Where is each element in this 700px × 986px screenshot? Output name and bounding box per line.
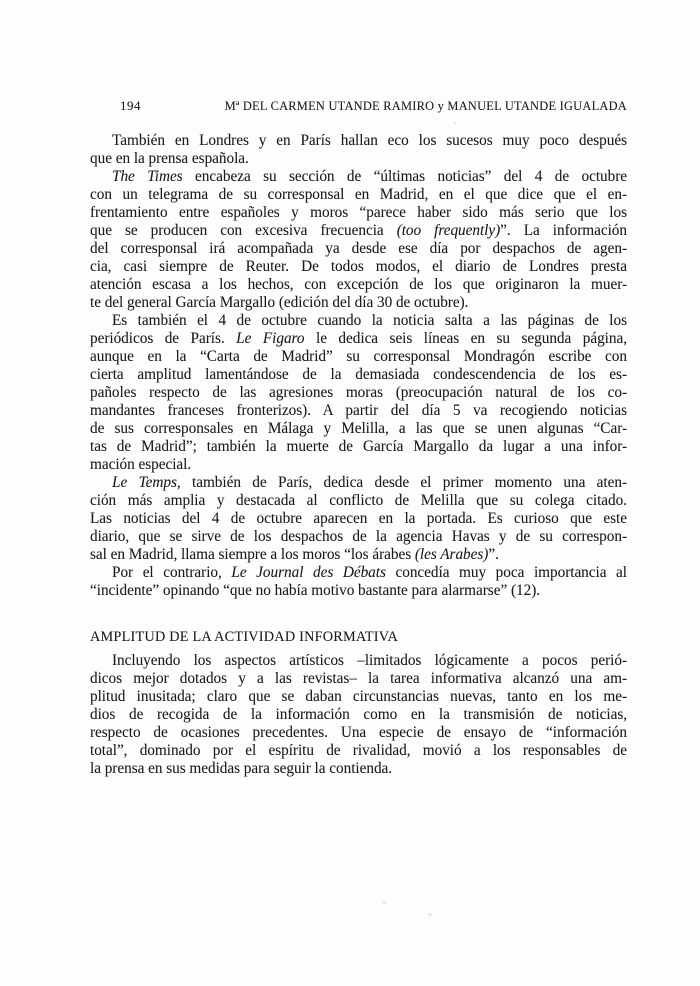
text-segment: Incluyendo los aspectos artísticos –limitados lógicamente a pocos perió- xyxy=(112,652,627,669)
text-line xyxy=(90,168,627,186)
text-line xyxy=(90,150,627,168)
text-line xyxy=(90,438,627,456)
italic-text-segment: The Times xyxy=(112,168,183,185)
text-line xyxy=(90,204,627,222)
text-segment: que se producen con excesiva frecuencia xyxy=(90,222,397,239)
text-line xyxy=(90,348,627,366)
text-segment: te del general García Margallo (edición del día 30 de octubre). xyxy=(90,294,469,311)
text-segment: También en Londres y en París hallan eco los sucesos muy poco después xyxy=(112,132,627,149)
page-number: 194 xyxy=(120,98,141,113)
text-segment: cierta amplitud lamentándose de la demasiada condescendencia de los es- xyxy=(90,366,627,383)
italic-text-segment: (too frequently) xyxy=(396,222,501,239)
paragraph xyxy=(90,474,627,564)
text-line xyxy=(90,760,627,778)
text-line xyxy=(90,492,627,510)
italic-text-segment: Le Journal des Débats xyxy=(231,564,386,581)
text-segment: Las noticias del 4 de octubre aparecen en la portada. Es curioso que este xyxy=(90,510,627,527)
scan-speck xyxy=(383,901,386,904)
text-line xyxy=(90,132,627,150)
text-segment: frentamiento entre españoles y moros “parece haber sido más serio que los xyxy=(90,204,627,221)
text-line xyxy=(90,258,627,276)
section-heading: AMPLITUD DE LA ACTIVIDAD INFORMATIVA xyxy=(90,629,398,645)
text-segment: le dedica seis líneas en su segunda página, xyxy=(304,330,627,347)
text-line xyxy=(90,330,627,348)
paragraph xyxy=(90,652,627,778)
scan-speck xyxy=(454,122,456,124)
text-line xyxy=(90,240,627,258)
text-segment: concedía muy poca importancia al xyxy=(385,564,627,581)
paragraph xyxy=(90,564,627,600)
paragraphs-before-heading xyxy=(90,132,627,600)
text-line xyxy=(90,222,627,240)
text-line xyxy=(90,294,627,312)
text-segment: dicos mejor dotados y a las revistas– la tarea informativa alcanzó una am- xyxy=(90,670,627,687)
italic-text-segment: Le Temps, xyxy=(112,474,181,491)
italic-text-segment: (les Arabes) xyxy=(414,546,489,563)
paragraphs-after-heading xyxy=(90,652,627,778)
text-segment: que en la prensa española. xyxy=(90,150,249,167)
text-segment: sal en Madrid, llama siempre a los moros “los árabes xyxy=(90,546,415,563)
text-segment: también de París, dedica desde el primer momento una aten- xyxy=(180,474,627,491)
text-segment: “incidente” opinando “que no había motivo bastante para alarmarse” (12). xyxy=(90,582,541,599)
text-line xyxy=(90,742,627,760)
text-segment: del corresponsal irá acompañada ya desde ese día por despachos de agen- xyxy=(90,240,627,257)
text-segment: periódicos de París. xyxy=(90,330,237,347)
text-segment: la prensa en sus medidas para seguir la contienda. xyxy=(90,760,393,777)
paragraph xyxy=(90,168,627,312)
text-line xyxy=(90,564,627,582)
text-segment: con un telegrama de su corresponsal en Madrid, en el que dice que el en- xyxy=(90,186,627,203)
text-segment: encabeza su sección de “últimas noticias” del 4 de octubre xyxy=(182,168,627,185)
text-line xyxy=(90,402,627,420)
page-body xyxy=(90,132,627,778)
text-line xyxy=(90,688,627,706)
text-line xyxy=(90,546,627,564)
paragraph xyxy=(90,312,627,474)
text-segment: respecto de ocasiones precedentes. Una especie de ensayo de “información xyxy=(90,724,627,741)
text-line xyxy=(90,724,627,742)
scan-speck xyxy=(428,913,432,916)
text-segment: ción más amplia y destacada al conflicto de Melilla que su colega citado. xyxy=(90,492,627,509)
text-line xyxy=(90,276,627,294)
text-line xyxy=(90,510,627,528)
text-segment: total”, dominado por el espíritu de rivalidad, movió a los responsables de xyxy=(90,742,627,759)
text-segment: mandantes franceses fronterizos). A partir del día 5 va recogiendo noticias xyxy=(90,402,627,419)
text-line xyxy=(90,312,627,330)
text-line xyxy=(90,670,627,688)
text-segment: aunque en la “Carta de Madrid” su corresponsal Mondragón escribe con xyxy=(90,348,627,365)
text-line xyxy=(90,652,627,670)
text-segment: pañoles respecto de las agresiones moras (preocupación natural de los co- xyxy=(90,384,627,401)
text-segment: de sus corresponsales en Málaga y Melilla, a las que se unen algunas “Car- xyxy=(90,420,627,437)
text-line xyxy=(90,186,627,204)
text-line xyxy=(90,420,627,438)
text-segment: Por el contrario, xyxy=(112,564,232,581)
text-segment: Es también el 4 de octubre cuando la noticia salta a las páginas de los xyxy=(112,312,627,329)
text-segment: ”. xyxy=(488,546,499,563)
text-line xyxy=(90,528,627,546)
text-segment: atención escasa a los hechos, con excepción de los que originaron la muer- xyxy=(90,276,627,293)
text-line xyxy=(90,456,627,474)
text-line xyxy=(90,384,627,402)
text-segment: plitud inusitada; claro que se daban circunstancias nuevas, tanto en los me- xyxy=(90,688,627,705)
text-segment: cia, casi siempre de Reuter. De todos modos, el diario de Londres presta xyxy=(90,258,627,275)
text-line xyxy=(90,706,627,724)
text-segment: dios de recogida de la información como en la transmisión de noticias, xyxy=(90,706,627,723)
running-title: Mª DEL CARMEN UTANDE RAMIRO y MANUEL UTANDE IGUALADA xyxy=(224,99,627,113)
text-segment: diario, que se sirve de los despachos de la agencia Havas y de su correspon- xyxy=(90,528,627,545)
text-segment: tas de Madrid”; también la muerte de García Margallo da lugar a una infor- xyxy=(90,438,627,455)
text-segment: mación especial. xyxy=(90,456,192,473)
text-segment: ”. La información xyxy=(500,222,627,239)
running-header xyxy=(90,98,627,114)
italic-text-segment: Le Figaro xyxy=(236,330,305,347)
text-line xyxy=(90,474,627,492)
text-line xyxy=(90,582,627,600)
text-line xyxy=(90,366,627,384)
paragraph xyxy=(90,132,627,168)
